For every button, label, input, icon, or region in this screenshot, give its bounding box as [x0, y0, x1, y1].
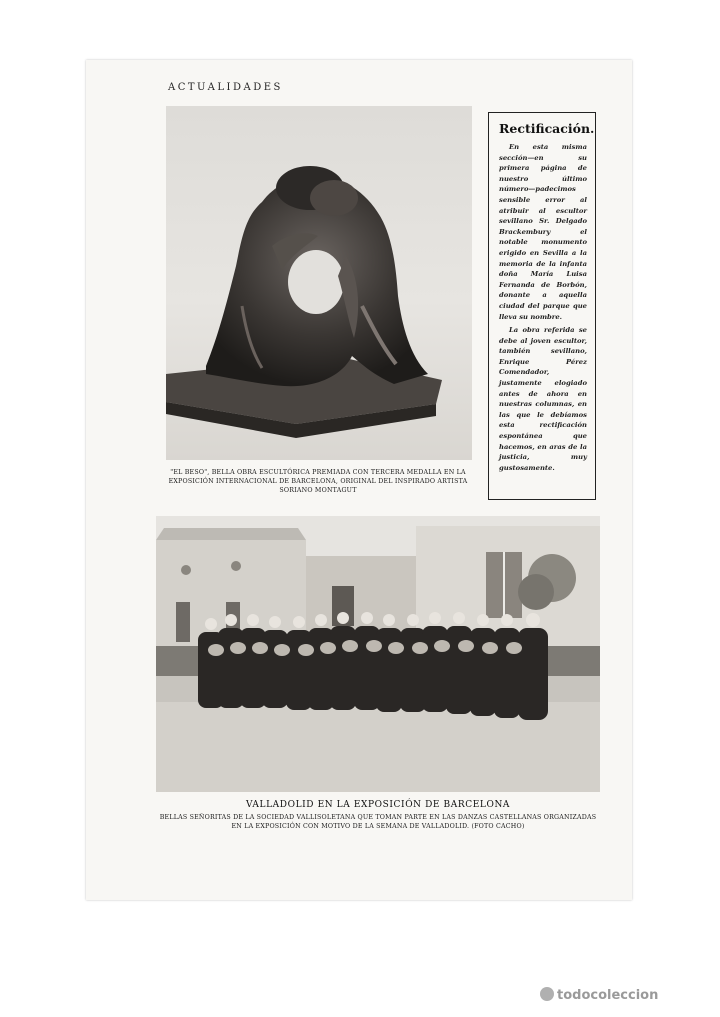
watermark-logo-icon: [540, 987, 554, 1001]
dancers-title: VALLADOLID EN LA EXPOSICIÓN DE BARCELONA: [245, 800, 511, 810]
watermark-text: todocoleccion: [557, 988, 659, 1003]
magazine-page: [86, 60, 632, 900]
section-header: ACTUALIDADES: [168, 82, 283, 93]
rectification-title: Rectificación.: [499, 121, 595, 136]
rectification-paragraph-2: La obra referida se debe al joven escultor, también sevillano, Enrique Pérez Comendador, justamente elogiado antes de ahora en nuestras columnas, en las que le debíamos esta rectificación espontánea que hacemos, en aras de la justicia, muy gustosamente.: [499, 326, 587, 472]
sculpture-photo: [166, 106, 472, 460]
dancers-image: [156, 516, 600, 792]
dancers-caption: BELLAS SEÑORITAS DE LA SOCIEDAD VALLISOLETANA QUE TOMAN PARTE EN LAS DANZAS CASTELLANAS ORGANIZADAS EN LA EXPOSICIÓN CON MOTIVO DE LA SEMANA DE VALLADOLID. (FOTO CACHO): [159, 814, 597, 830]
rectification-paragraph-1: En esta misma sección—en su primera página de nuestro último número—padecimos sensible error al atribuir al escultor sevillano Sr. Delgado Brackembury el notable monumento erigido en Sevilla a la memoria de la infanta doña María Luisa Fernanda de Borbón, donante a aquella ciudad del parque que lleva su nombre.: [499, 143, 587, 321]
watermark: [540, 987, 658, 1003]
sculpture-image: [166, 106, 472, 460]
sculpture-caption: "EL BESO", BELLA OBRA ESCULTÓRICA PREMIADA CON TERCERA MEDALLA EN LA EXPOSICIÓN INTERNACIONAL DE BARCELONA, ORIGINAL DEL INSPIRADO ARTISTA SORIANO MONTAGUT: [168, 469, 468, 494]
dancers-photo: [156, 516, 600, 792]
rectification-box: [488, 112, 596, 500]
